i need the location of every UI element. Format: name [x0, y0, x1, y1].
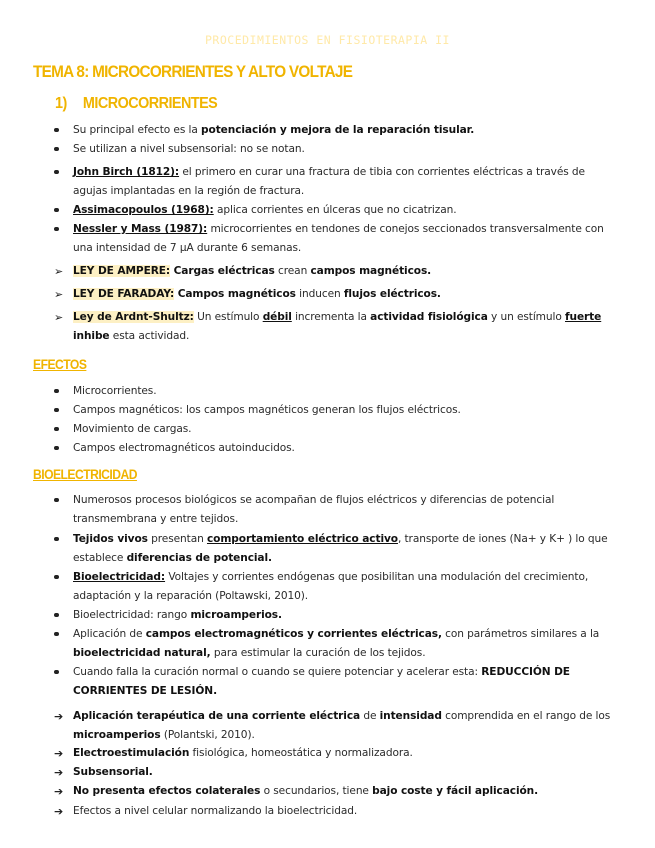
- bullet-icon: [54, 170, 59, 175]
- text: de: [360, 710, 380, 722]
- list-item: [54, 663, 614, 701]
- reference: Nessler y Mass (1987):: [73, 223, 208, 235]
- law-name: LEY DE FARADAY:: [73, 288, 175, 300]
- text: Un estímulo: [193, 311, 263, 323]
- text: crean: [274, 265, 311, 277]
- bullet-icon: [54, 670, 59, 675]
- bullet-icon: [54, 389, 59, 394]
- text-bold: campos magnéticos.: [310, 265, 432, 277]
- text-bold: Aplicación terapéutica de una corriente eléctrica: [73, 710, 361, 722]
- text: Voltajes y corrientes endógenas que posibilitan una modulación del crecimiento,: [165, 571, 589, 583]
- text-bold: bioelectricidad natural,: [73, 647, 211, 659]
- law-item: [54, 262, 614, 281]
- bullet-icon: [54, 613, 59, 618]
- text-bold: Electroestimulación: [73, 747, 190, 759]
- text: fisiológica, homeostática y normalizadora.: [189, 747, 413, 759]
- text-bold: Cargas eléctricas: [170, 265, 275, 277]
- text: Campos electromagnéticos autoinducidos.: [73, 442, 295, 454]
- arrowhead-icon: ➢: [54, 288, 64, 301]
- text: presentan: [147, 533, 207, 545]
- text: establece: [73, 552, 127, 564]
- arrow-item: [54, 763, 614, 782]
- text-bold: potenciación y mejora de la reparación tisular.: [201, 124, 475, 136]
- tema-title: TEMA 8: MICROCORRIENTES Y ALTO VOLTAJE: [33, 62, 353, 81]
- text-bold: REDUCCIÓN DE: [481, 666, 570, 678]
- text: microcorrientes en tendones de conejos seccionados transversalmente con: [207, 223, 604, 235]
- text: y un estímulo: [487, 311, 566, 323]
- document-header: PROCEDIMIENTOS EN FISIOTERAPIA II: [205, 33, 450, 47]
- text-bold: microamperios: [73, 729, 161, 741]
- list-item: [54, 420, 614, 439]
- section-number: 1): [55, 95, 67, 112]
- law-name: LEY DE AMPERE:: [73, 265, 171, 277]
- arrow-item: [54, 744, 614, 763]
- text: incrementa la: [291, 311, 371, 323]
- text: Cuando falla la curación normal o cuando se quiere potenciar y acelerar esta:: [73, 666, 482, 678]
- law-item: [54, 308, 614, 346]
- text: el primero en curar una fractura de tibia con corrientes eléctricas a través de: [179, 166, 585, 178]
- text: o secundarios, tiene: [260, 785, 373, 797]
- section-title-microcorrientes: [55, 95, 217, 113]
- text: transmembrana y entre tejidos.: [73, 513, 239, 525]
- text-bold: Tejidos vivos: [73, 533, 148, 545]
- text-bold: intensidad: [379, 710, 442, 722]
- text: Numerosos procesos biológicos se acompañan de flujos eléctricos y diferencias de potencial: [73, 494, 555, 506]
- list-item: [54, 201, 614, 220]
- arrowhead-icon: ➢: [54, 265, 64, 278]
- text-bold: Campos magnéticos: [174, 288, 296, 300]
- text-bold: CORRIENTES DE LESIÓN.: [73, 685, 217, 697]
- law-item: [54, 285, 614, 304]
- text-bold: bajo coste y fácil aplicación.: [372, 785, 539, 797]
- text: Campos magnéticos: los campos magnéticos generan los flujos eléctricos.: [73, 404, 461, 416]
- section-title-bioelectricidad: BIOELECTRICIDAD: [33, 467, 137, 482]
- text: con parámetros similares a la: [441, 628, 600, 640]
- list-item: [54, 625, 614, 663]
- bullet-icon: [54, 498, 59, 503]
- text: (Polantski, 2010).: [160, 729, 255, 741]
- text: Microcorrientes.: [73, 385, 157, 397]
- bullet-icon: [54, 147, 59, 152]
- reference: John Birch (1812):: [73, 166, 180, 178]
- text-bold: flujos eléctricos.: [343, 288, 441, 300]
- list-item: [54, 401, 614, 420]
- text-bold: inhibe: [73, 330, 110, 342]
- text: Aplicación de: [73, 628, 146, 640]
- list-item: [54, 530, 614, 568]
- text-bold: débil: [262, 311, 292, 323]
- bullet-icon: [54, 408, 59, 413]
- text: una intensidad de 7 µA durante 6 semanas.: [73, 242, 302, 254]
- list-item: [54, 439, 614, 458]
- section-title-text: MICROCORRIENTES: [82, 95, 218, 112]
- arrow-item: [54, 707, 614, 745]
- text: esta actividad.: [109, 330, 190, 342]
- text-bold: No presenta efectos colaterales: [73, 785, 261, 797]
- arrow-right-icon: ➔: [54, 766, 64, 779]
- arrow-item: [54, 782, 614, 801]
- text-bold: campos electromagnéticos y corrientes eléctricas,: [145, 628, 442, 640]
- arrow-right-icon: ➔: [54, 785, 64, 798]
- text-bold: diferencias de potencial.: [126, 552, 272, 564]
- text: Efectos a nivel celular normalizando la bioelectricidad.: [73, 805, 358, 817]
- text: adaptación y la reparación (Poltawski, 2010).: [73, 590, 309, 602]
- text: Se utilizan a nivel subsensorial: no se notan.: [73, 143, 305, 155]
- reference: Assimacopoulos (1968):: [73, 204, 214, 216]
- arrow-item: [54, 802, 614, 821]
- text: , transporte de iones (Na+ y K+ ) lo que: [397, 533, 608, 545]
- bullet-icon: [54, 632, 59, 637]
- bullet-icon: [54, 537, 59, 542]
- list-item: [54, 163, 614, 201]
- text: agujas implantadas en la región de fractura.: [73, 185, 305, 197]
- text: Su principal efecto es la: [73, 124, 202, 136]
- text: comprendida en el rango de los: [441, 710, 611, 722]
- list-item: [54, 220, 614, 258]
- bullet-icon: [54, 446, 59, 451]
- arrowhead-icon: ➢: [54, 311, 64, 324]
- bullet-icon: [54, 208, 59, 213]
- text: inducen: [295, 288, 344, 300]
- section-title-efectos: EFECTOS: [33, 357, 87, 372]
- list-item: [54, 121, 614, 140]
- list-item: [54, 382, 614, 401]
- list-item: [54, 140, 614, 159]
- text-bold: microamperios.: [190, 609, 282, 621]
- text-bold: fuerte: [565, 311, 602, 323]
- text: Bioelectricidad: rango: [73, 609, 191, 621]
- arrow-right-icon: ➔: [54, 710, 64, 723]
- text: Movimiento de cargas.: [73, 423, 192, 435]
- text: aplica corrientes en úlceras que no cicatrizan.: [213, 204, 457, 216]
- arrow-right-icon: ➔: [54, 805, 64, 818]
- bullet-icon: [54, 575, 59, 580]
- text-bold: Bioelectricidad:: [73, 571, 166, 583]
- law-name: Ley de Ardnt-Shultz:: [73, 311, 194, 323]
- text-bold: actividad fisiológica: [370, 311, 488, 323]
- text: para estimular la curación de los tejidos.: [210, 647, 426, 659]
- text-bold: comportamiento eléctrico activo: [206, 533, 398, 545]
- list-item: [54, 568, 614, 606]
- list-item: [54, 491, 614, 529]
- text-bold: Subsensorial.: [73, 766, 153, 778]
- bullet-icon: [54, 427, 59, 432]
- list-item: [54, 606, 614, 625]
- bullet-icon: [54, 227, 59, 232]
- arrow-right-icon: ➔: [54, 747, 64, 760]
- bullet-icon: [54, 128, 59, 133]
